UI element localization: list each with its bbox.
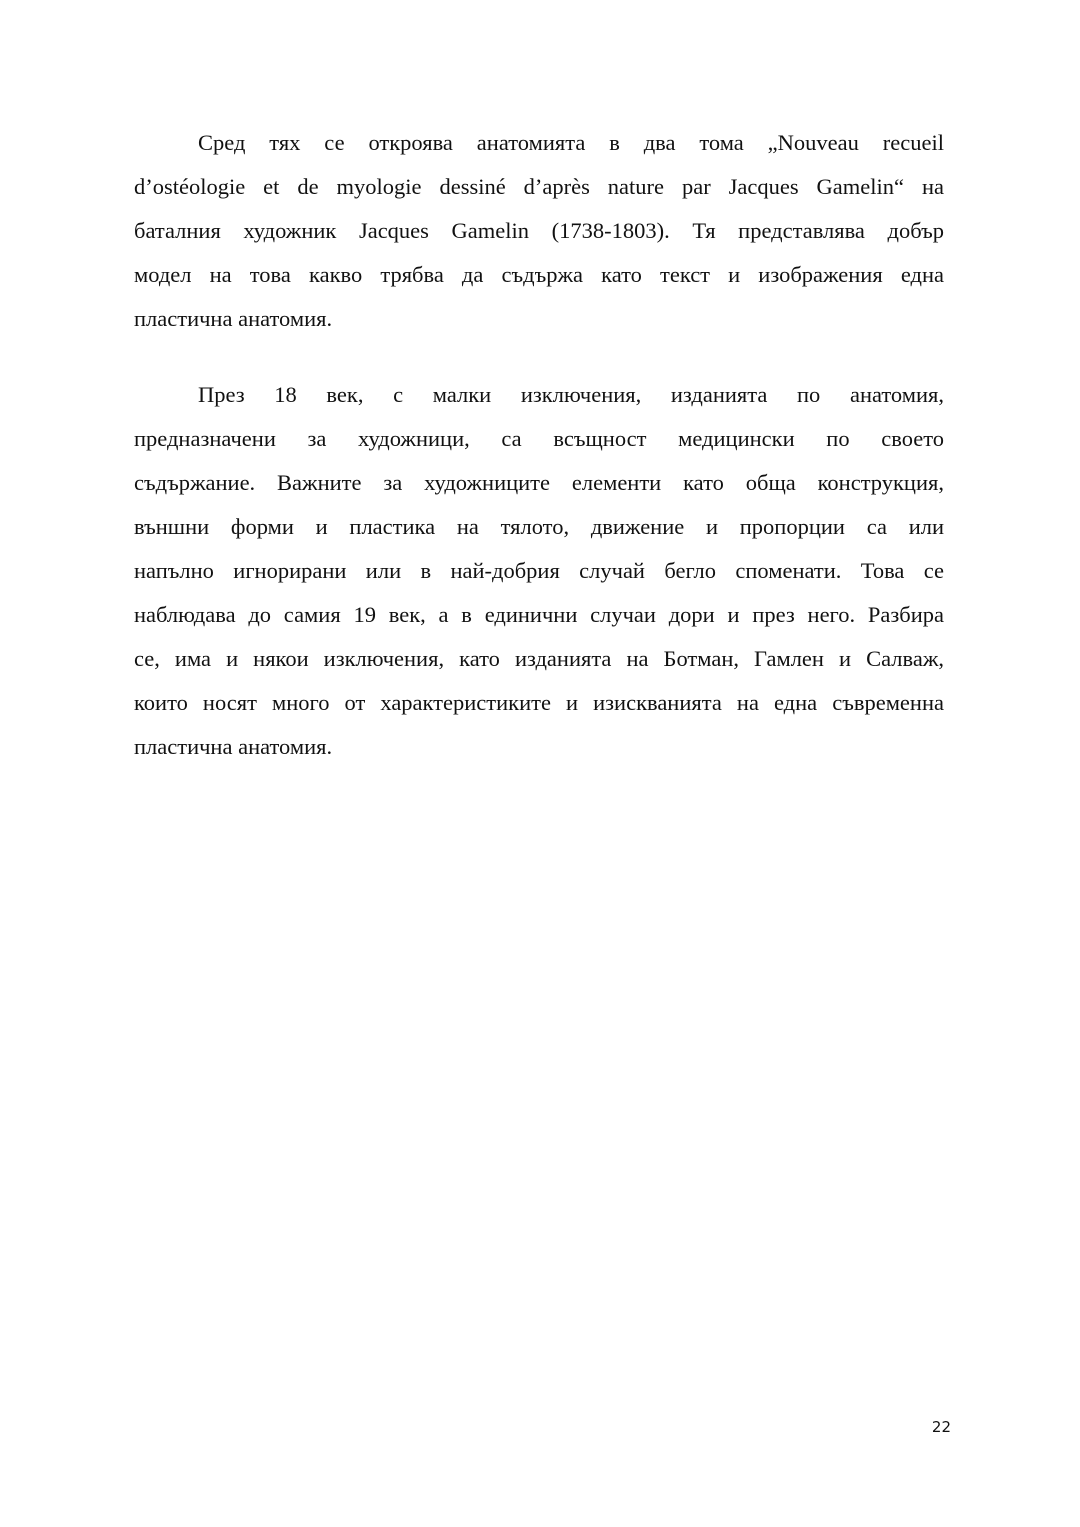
paragraph-2-line-9: пластична анатомия. [134, 734, 333, 759]
paragraph-2-line-6: наблюдава до самия 19 век, а в единични случаи дори и през него. Разбира [134, 602, 944, 627]
paragraph-1-line-1: Сред тях се откроява анатомията в два тома „Nouveau recueil [198, 130, 944, 155]
paragraph-1-line-4: модел на това какво трябва да съдържа като текст и изображения една [134, 262, 944, 287]
paragraph-2-line-8: които носят много от характеристиките и изискванията на една съвременна [134, 690, 944, 715]
paragraph-1-line-2: d’ostéologie et de myologie dessiné d’après nature par Jacques Gamelin“ на [134, 174, 944, 199]
paragraph-2-line-7: се, има и някои изключения, като изданията на Ботман, Гамлен и Салваж, [134, 646, 944, 671]
paragraph-2-line-2: предназначени за художници, са всъщност медицински по своето [134, 426, 944, 451]
paragraph-2-line-1: През 18 век, с малки изключения, изданията по анатомия, [198, 382, 944, 407]
paragraph-1-line-5: пластична анатомия. [134, 306, 333, 331]
paragraph-2-line-4: външни форми и пластика на тялото, движение и пропорции са или [134, 514, 944, 539]
page-number: 22 [931, 1418, 951, 1436]
paragraph-2-line-5: напълно игнорирани или в най-добрия случай бегло споменати. Това се [134, 558, 944, 583]
paragraph-2-line-3: съдържание. Важните за художниците елементи като обща конструкция, [134, 470, 944, 495]
paragraph-1-line-3: баталния художник Jacques Gamelin (1738-1803). Тя представлява добър [134, 218, 944, 243]
